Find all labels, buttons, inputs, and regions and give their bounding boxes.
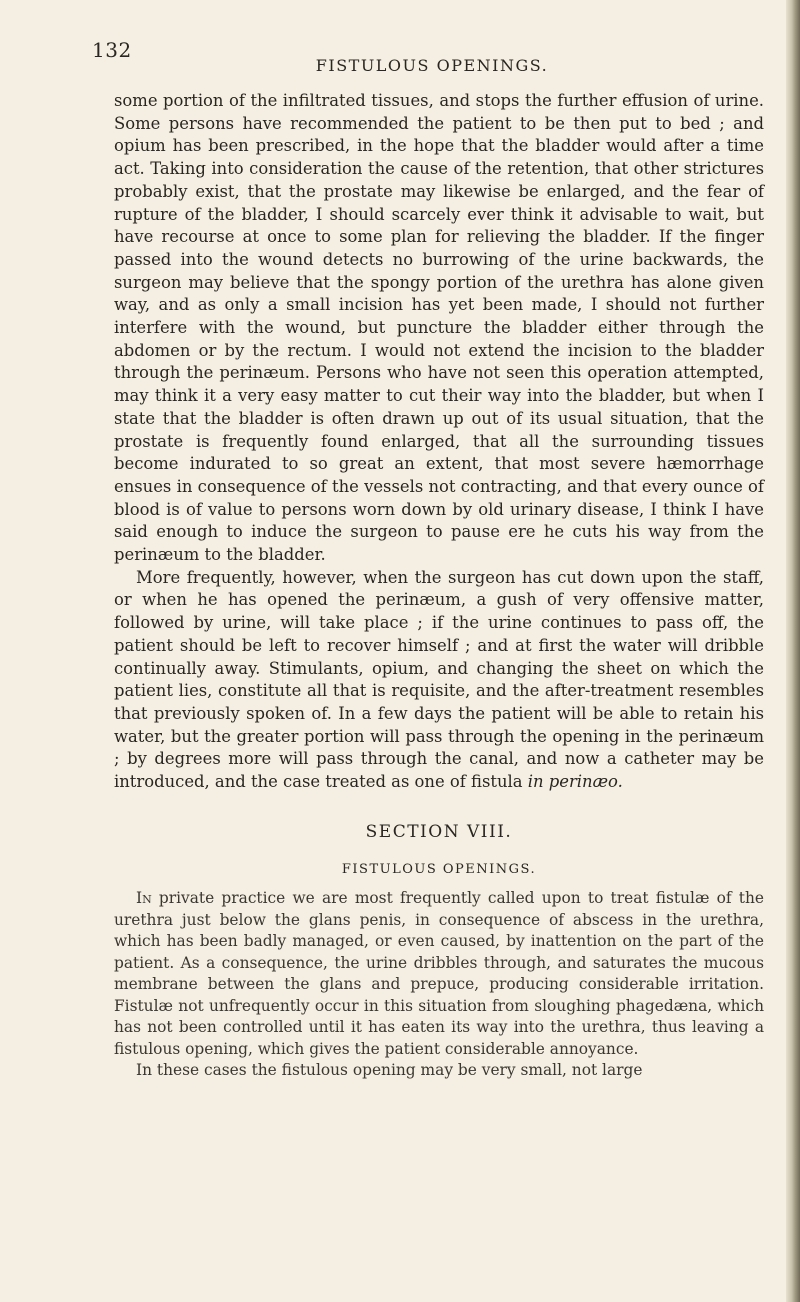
- paragraph: In these cases the fistulous opening may be very small, not large: [136, 1061, 643, 1079]
- page-number: 132: [92, 38, 132, 62]
- paragraph-text: private practice we are most frequently called upon to treat fistulæ of the urethra just below the glans penis, in consequence of abscess in the urethra, which has been badly managed, or even caused, by inattention on the part of the patient. As a consequence, the urine dribbles through, and saturates the mucous membrane between the glans and prepuce, producing considerable irritation. Fistulæ not unfrequently occur in this situation from sloughing phagedæna, which has not been controlled until it has eaten its way into the urethra, thus leaving a fistulous opening, which gives the patient considerable annoyance.: [114, 889, 764, 1058]
- paragraph: [114, 888, 764, 1060]
- paragraph-text: More frequently, however, when the surgeon has cut down upon the staff, or when he has opened the perinæum, a gush of very offensive matter, followed by urine, will take place ; if the urine continues to pass off, the patient should be left to recover himself ; and at first the water will dribble continually away. Stimulants, opium, and changing the sheet on which the patient lies, constitute all that is requisite, and the after-treatment resembles that previously spoken of. In a few days the patient will be able to retain his water, but the greater portion will pass through the opening in the perinæum ; by degrees more will pass through the canal, and now a catheter may be introduced, and the case treated as one of fistula: [114, 567, 764, 792]
- running-title: FISTULOUS OPENINGS.: [315, 56, 549, 75]
- paragraph: [114, 567, 764, 794]
- section-title: SECTION VIII.: [365, 822, 513, 842]
- italic-latin-term: in perinæo.: [527, 772, 623, 792]
- section-text-block: [114, 888, 764, 1082]
- page-header: [92, 32, 772, 75]
- section-subtitle: FISTULOUS OPENINGS.: [341, 862, 537, 877]
- page-binding-edge: [786, 0, 800, 1302]
- continued-text-block: [114, 90, 764, 794]
- opening-word: In: [136, 889, 152, 907]
- paragraph: some portion of the infiltrated tissues, and stops the further effusion of urine. Some persons have recommended the patient to be then put to bed ; and opium has been prescribed, in the hope that the bladder would after a time act. Taking into consideration the cause of the retention, that other strictures probably exist, that the prostate may likewise be enlarged, and the fear of rupture of the bladder, I should scarcely ever think it advisable to wait, but have recourse at once to some plan for relieving the bladder. If the finger passed into the wound detects no burrowing of the urine backwards, the surgeon may believe that the spongy portion of the urethra has alone given way, and as only a small incision has yet been made, I should not further interfere with the wound, but puncture the bladder either through the abdomen or by the rectum. I would not extend the incision to the bladder through the perinæum. Persons who have not seen this operation attempted, may think it a very easy matter to cut their way into the bladder, but when I state that the bladder is often drawn up out of its usual situation, that the prostate is frequently found enlarged, that all the surrounding tissues become indurated to so great an extent, that most severe hæmorrhage ensues in consequence of the vessels not contracting, and that every ounce of blood is of value to persons worn down by old urinary disease, I think I have said enough to induce the surgeon to pause ere he cuts his way from the perinæum to the bladder.: [114, 91, 764, 565]
